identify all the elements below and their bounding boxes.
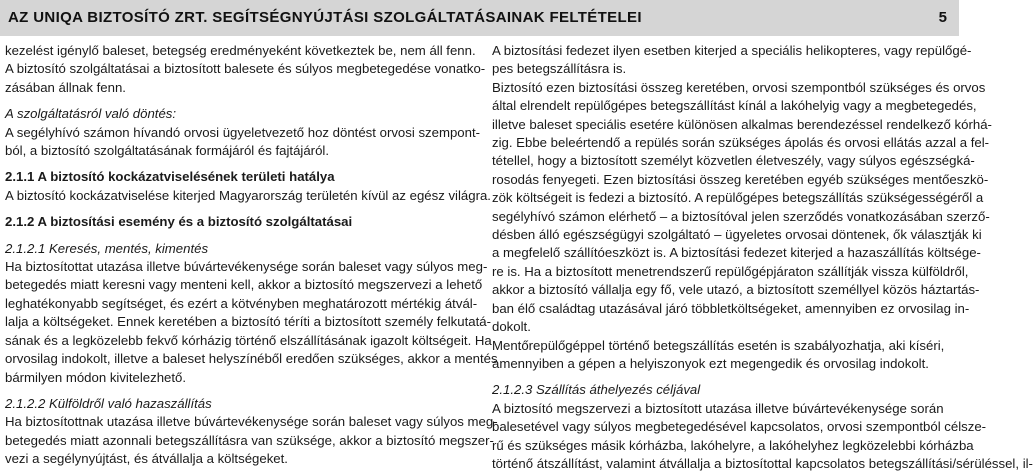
- section-heading-2-1-2-2: 2.1.2.2 Külföldről való hazaszállítás: [5, 395, 212, 411]
- decision-paragraph: [5, 124, 481, 161]
- right-column: [492, 42, 1033, 473]
- text-line: désben álló egészségügyi szolgáltató – ügyeletes orvosai döntenek, ők választják ki: [492, 227, 982, 243]
- text-line: Ha biztosítottnak utazása illetve búvártevékenysége során baleset vagy súlyos meg-: [5, 414, 498, 430]
- text-line: rű és szükséges másik kórházba, lakóhelyre, a lakóhelyhez legközelebbi kórházba: [492, 437, 974, 453]
- rescue-paragraph: [5, 258, 498, 387]
- page-header: [0, 0, 959, 36]
- text-line: dokolt.: [492, 319, 531, 335]
- text-line: kezelést igénylő baleset, betegség eredményeként következtek be, nem áll fenn.: [5, 43, 476, 58]
- text-line: A biztosítási fedezet ilyen esetben kiterjed a speciális helikopteres, vagy repülőgé-: [492, 43, 972, 58]
- text-line: Biztosító ezen biztosítási összeg keretében, orvosi szempontból szükséges és orvos: [492, 79, 986, 95]
- text-line: zök költségeit is fedezi a biztosító. A repülőgépes betegszállítás szükségességéről a: [492, 190, 984, 206]
- text-line: amennyiben a gépen a helyiszonyok ezt megengedik és orvosilag indokolt.: [492, 355, 929, 371]
- intro-paragraph: [5, 42, 486, 97]
- text-line: orvosilag indokolt, illetve a baleset helyszínéből eredően szükséges, akkor a mentés: [5, 351, 498, 367]
- text-line: betegedés miatt keresni vagy menteni kell, akkor a biztosító megszervezi a lehető: [5, 277, 483, 293]
- header-title: AZ UNIQA BIZTOSÍTÓ ZRT. SEGÍTSÉGNYÚJTÁSI SZOLGÁLTATÁSAINAK FELTÉTELEI: [8, 9, 642, 26]
- text-line: betegedés miatt azonnali betegszállításra van szüksége, akkor a biztosító megszer-: [5, 432, 494, 448]
- text-line: re is. Ha a biztosított menetrendszerű repülőgépjáraton szállítják vissza külföldről,: [492, 263, 969, 279]
- text-line: balesetével vagy súlyos megbetegedésével kapcsolatos, orvosi szempontból célsze-: [492, 419, 987, 435]
- text-line: vezi a segélynyújtást, és átvállalja a költségeket.: [5, 451, 288, 467]
- text-line: A biztosító megszervezi a biztosított utazása illetve búvártevékenysége során: [492, 400, 944, 416]
- text-line: által elrendelt repülőgépes betegszállítást kínál a lakóhelyig vagy a megbetegedés,: [492, 98, 977, 114]
- text-line: rosodás fenyegeti. Ezen biztosítási összeg keretében egyéb szükséges mentőeszkö-: [492, 171, 989, 187]
- text-line: pes betegszállításra is.: [492, 61, 627, 77]
- text-line: A segélyhívó számon hívandó orvosi ügyeletvezető hoz döntést orvosi szempont-: [5, 124, 481, 140]
- text-line: sának és a legközelebb fekvő kórházig történő elszállításának igazolt költségeit. Ha: [5, 332, 492, 348]
- transfer-paragraph: [492, 400, 1033, 473]
- text-line: illetve baleset speciális esetére különösen alkalmas berendezéssel rendelkező kórhá-: [492, 116, 992, 132]
- text-line: lalja a költségeket. Ennek keretében a biztosító téríti a biztosított személy felkutatá-: [5, 314, 491, 330]
- text-line: a megfelelő szállítóeszközt is. A biztosítási fedezet kiterjed a hazaszállítás költsége-: [492, 245, 981, 261]
- text-line: A biztosító kockázatviselése kiterjed Magyarország területén kívül az egész világra.: [5, 187, 491, 203]
- text-line: ból, a biztosító szolgáltatásának formájáról és fajtájáról.: [5, 143, 329, 159]
- section-heading-2-1-2-1: 2.1.2.1 Keresés, mentés, kimentés: [5, 240, 209, 256]
- section-heading-2-1-2: 2.1.2 A biztosítási esemény és a biztosító szolgáltatásai: [5, 214, 353, 230]
- page-number: 5: [938, 9, 947, 26]
- escort-paragraph: [492, 337, 956, 374]
- text-line: zásában állnak fenn.: [5, 79, 126, 95]
- text-line: ban élő családtag utazásával járó többletköltségeket, amennyiben ez orvosilag in-: [492, 300, 970, 316]
- text-line: tétellel, hogy a biztosított személyt közvetlen életveszély, vagy súlyos egészségká-: [492, 153, 975, 169]
- decision-heading: A szolgáltatásról való döntés:: [5, 106, 177, 122]
- text-line: A biztosító szolgáltatásai a biztosított balesete és súlyos megbetegedése vonatko-: [5, 61, 486, 77]
- text-line: történő átszállítást, valamint átvállalja a biztosítottal kapcsolatos betegszállítási/sérüléssel, il-: [492, 455, 1033, 471]
- air-transport-paragraph: [492, 42, 992, 337]
- text-line: Mentőrepülőgéppel történő betegszállítás esetén is szabályozhatja, aki kíséri,: [492, 337, 945, 353]
- text-line: zig. Ebbe beleértendő a repülés során szükséges ápolás és orvosi ellátás azzal a fel-: [492, 135, 990, 151]
- left-column: [5, 42, 498, 469]
- text-line: Ha biztosítottat utazása illetve búvártevékenysége során baleset vagy súlyos meg-: [5, 259, 488, 275]
- text-line: segélyhívó számon elérhető – a biztosítóval jelen szerződés vonatkozásában szerző-: [492, 208, 990, 224]
- text-line: bármilyen módon kivitelezhető.: [5, 369, 187, 385]
- section-heading-2-1-2-3: 2.1.2.3 Szállítás áthelyezés céljával: [492, 382, 701, 398]
- section-heading-2-1-1: 2.1.1 A biztosító kockázatviselésének területi hatálya: [5, 169, 335, 185]
- repatriation-paragraph: [5, 413, 498, 468]
- text-line: akkor a biztosító vállalja egy fő, vele utazó, a biztosított személlyel közös háztartás-: [492, 282, 980, 298]
- text-line: leghatékonyabb segítséget, és ezért a kötvényben meghatározott mértékig átvál-: [5, 295, 478, 311]
